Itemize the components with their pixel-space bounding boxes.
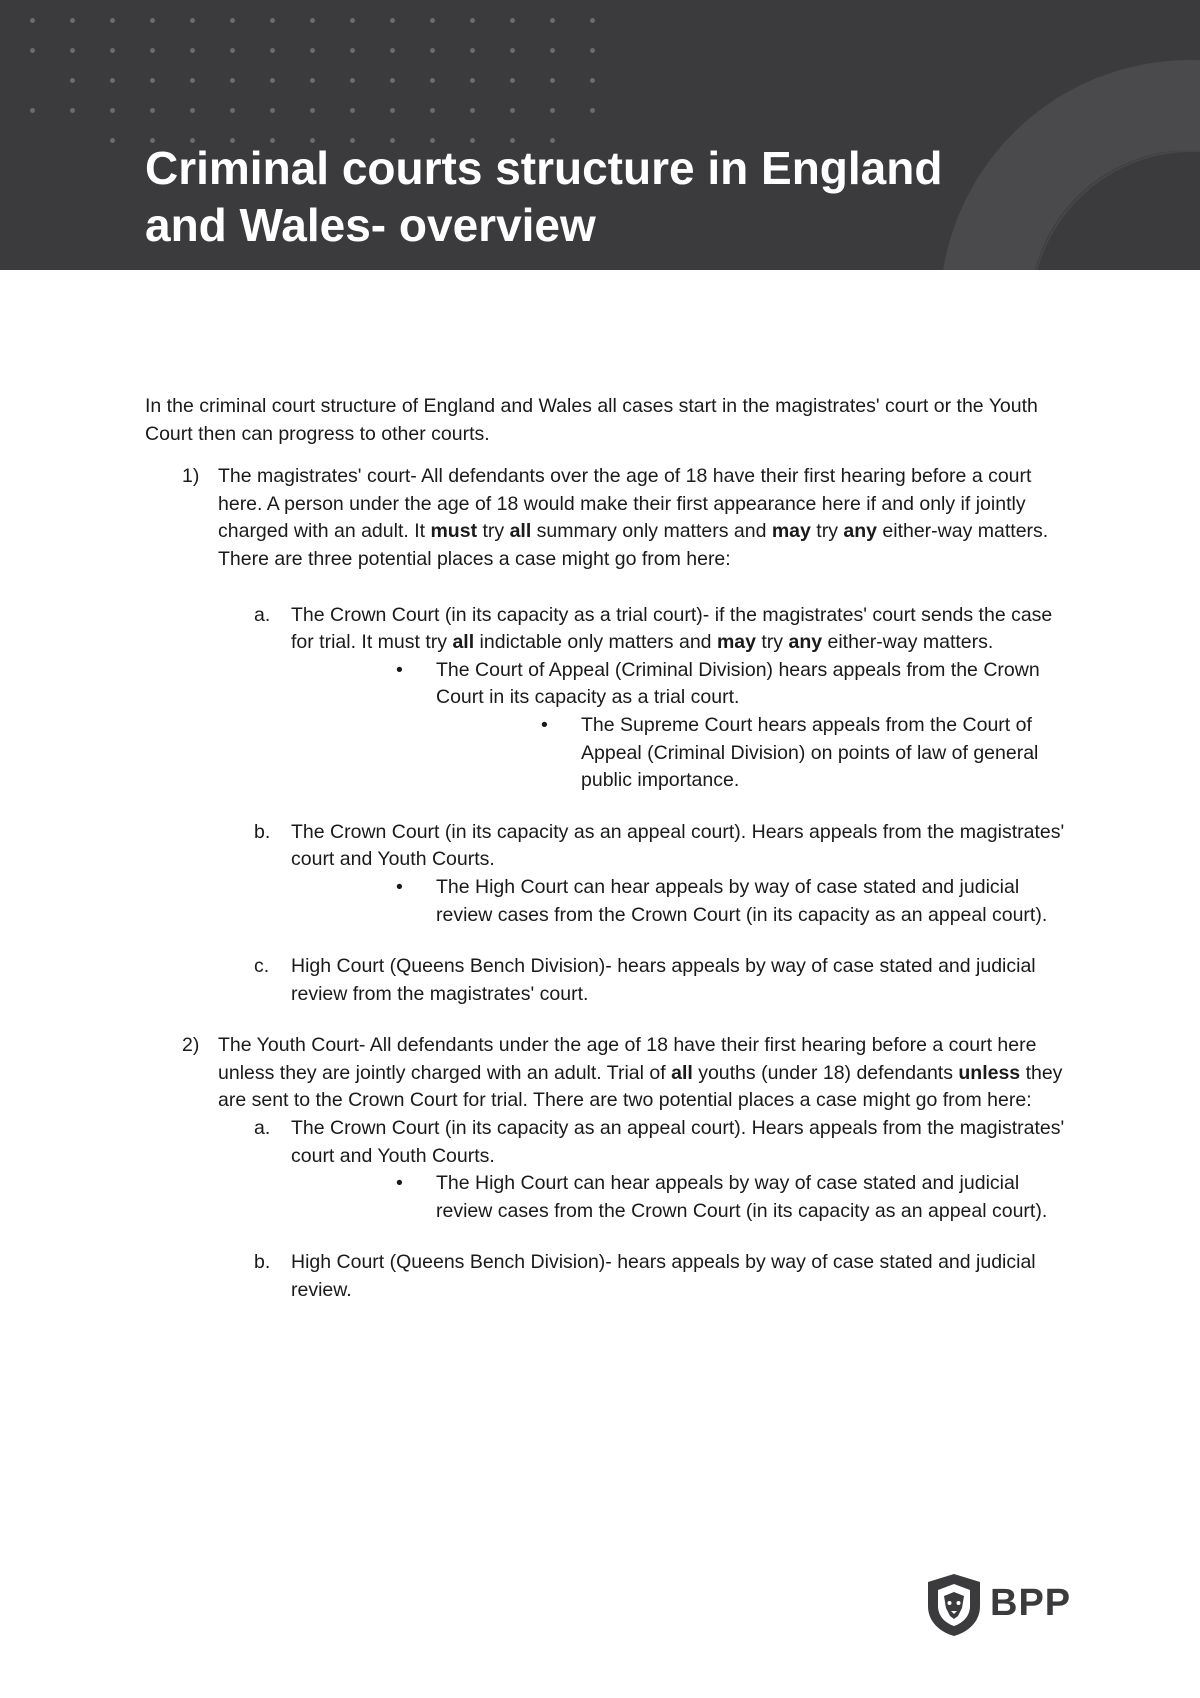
decorative-dot <box>110 78 115 83</box>
decorative-dot <box>350 108 355 113</box>
list-marker: b. <box>254 1251 271 1274</box>
bpp-logo <box>924 1570 1072 1640</box>
decorative-dot <box>70 108 75 113</box>
document-body <box>145 393 1065 1305</box>
decorative-dot <box>70 18 75 23</box>
decorative-dot <box>270 48 275 53</box>
decorative-dot <box>190 18 195 23</box>
decorative-dot <box>230 18 235 23</box>
decorative-dot <box>510 18 515 23</box>
decorative-dot <box>30 48 35 53</box>
list-item-youth-crown-court-appeal <box>145 1115 1065 1170</box>
decorative-dot <box>190 78 195 83</box>
lion-shield-icon <box>924 1572 984 1638</box>
decorative-dot <box>550 108 555 113</box>
list-item-crown-court-trial <box>145 602 1065 657</box>
bullet-text: The Supreme Court hears appeals from the Court of Appeal (Criminal Division) on points of law of general public importance. <box>581 713 1039 792</box>
decorative-dot <box>230 78 235 83</box>
decorative-dot <box>430 108 435 113</box>
youth-court-text <box>218 1032 1065 1115</box>
page-title <box>145 140 1045 254</box>
high-court-qbd-text: High Court (Queens Bench Division)- hears appeals by way of case stated and judicial review from the magistrates' court. <box>291 955 1036 1005</box>
bullet-court-of-appeal <box>145 657 1065 712</box>
list-marker: 1) <box>182 465 200 488</box>
youth-high-court-qbd-text: High Court (Queens Bench Division)- hears appeals by way of case stated and judicial review. <box>291 1251 1036 1302</box>
list-item-youth-court <box>145 1032 1065 1115</box>
bold-run: unless <box>958 1061 1021 1084</box>
decorative-dot <box>430 48 435 53</box>
decorative-dot <box>230 48 235 53</box>
text-run: try <box>755 631 789 654</box>
decorative-dot <box>510 108 515 113</box>
decorative-dot <box>270 108 275 113</box>
text-run: The Youth Court- All defendants under the age of 18 have their first hearing before a court here unless they are jointly charged with an adult. Trial of <box>218 1034 1037 1084</box>
decorative-dot <box>310 48 315 53</box>
logo-text: BPP <box>990 1582 1072 1624</box>
decorative-dot <box>350 18 355 23</box>
decorative-dot <box>230 108 235 113</box>
text-run: try <box>477 520 510 543</box>
list-marker: a. <box>254 1117 271 1140</box>
text-run: either-way matters. There are three potential places a case might go from here: <box>218 520 1049 570</box>
header-banner <box>0 0 1200 270</box>
decorative-dot <box>590 78 595 83</box>
text-run: they are sent to the Crown Court for trial. There are two potential places a case might go from here: <box>218 1061 1063 1112</box>
decorative-dot <box>550 18 555 23</box>
decorative-dot <box>510 78 515 83</box>
bold-run: all <box>509 520 532 543</box>
text-run: youths (under 18) defendants <box>692 1061 959 1084</box>
text-run: indictable only matters and <box>474 631 717 654</box>
decorative-dot <box>110 48 115 53</box>
bold-run: all <box>671 1061 693 1084</box>
decorative-dot <box>270 78 275 83</box>
youth-crown-court-appeal-text: The Crown Court (in its capacity as an appeal court). Hears appeals from the magistrates' court and Youth Courts. <box>291 1117 1065 1167</box>
title-line-2: and Wales- overview <box>145 199 596 251</box>
decorative-dot <box>470 18 475 23</box>
decorative-dot <box>310 18 315 23</box>
text-run: either-way matters. <box>822 631 994 654</box>
decorative-dot <box>470 48 475 53</box>
text-run: The magistrates' court- All defendants over the age of 18 have their first hearing before a court here. A person under the age of 18 would make their first appearance here if and only if jointly charged with an adult. It <box>218 465 1032 543</box>
list-item-magistrates-court <box>145 463 1065 573</box>
decorative-dot <box>390 48 395 53</box>
list-item-high-court-qbd <box>145 953 1065 1008</box>
list-marker: a. <box>254 603 271 626</box>
decorative-dot <box>350 48 355 53</box>
text-run: The Crown Court (in its capacity as a trial court)- if the magistrates' court sends the case for trial. It must try <box>291 603 1053 654</box>
list-marker: c. <box>254 955 270 978</box>
decorative-dot <box>30 108 35 113</box>
decorative-dot <box>70 78 75 83</box>
title-line-1: Criminal courts structure in England <box>145 142 943 194</box>
decorative-dot <box>590 48 595 53</box>
decorative-dot <box>590 108 595 113</box>
crown-court-appeal-text: The Crown Court (in its capacity as an appeal court). Hears appeals from the magistrates' court and Youth Courts. <box>291 820 1065 871</box>
decorative-dot <box>270 18 275 23</box>
bullet-icon: • <box>396 658 403 681</box>
bullet-text: The High Court can hear appeals by way of case stated and judicial review cases from the Crown Court (in its capacity as an appeal court). <box>436 1172 1048 1222</box>
bold-run: may <box>771 520 811 543</box>
decorative-dot <box>430 78 435 83</box>
decorative-dot <box>310 78 315 83</box>
bullet-icon: • <box>396 875 403 898</box>
bullet-high-court <box>145 874 1065 929</box>
list-item-youth-high-court-qbd <box>145 1249 1065 1304</box>
decorative-dot <box>150 108 155 113</box>
bullet-youth-high-court <box>145 1170 1065 1225</box>
bullet-text: The High Court can hear appeals by way of case stated and judicial review cases from the Crown Court (in its capacity as an appeal court). <box>436 875 1048 926</box>
decorative-dot <box>190 48 195 53</box>
bold-run: may <box>716 631 756 654</box>
crown-court-trial-text <box>291 602 1065 657</box>
decorative-dot <box>70 48 75 53</box>
decorative-dot <box>510 48 515 53</box>
intro-paragraph: In the criminal court structure of England and Wales all cases start in the magistrates' court or the Youth Court then can progress to other courts. <box>145 395 1038 445</box>
text-run: summary only matters and <box>531 520 772 543</box>
bullet-icon: • <box>541 713 548 736</box>
decorative-dot <box>30 18 35 23</box>
bold-run: any <box>788 631 823 654</box>
decorative-dot <box>150 48 155 53</box>
bullet-icon: • <box>396 1172 403 1195</box>
decorative-dot <box>150 18 155 23</box>
decorative-dot <box>390 18 395 23</box>
list-marker: 2) <box>182 1034 200 1057</box>
text-run: try <box>810 520 844 543</box>
decorative-dot <box>390 108 395 113</box>
decorative-dot <box>350 78 355 83</box>
decorative-dot <box>110 18 115 23</box>
magistrates-court-text <box>218 463 1065 573</box>
decorative-dot <box>590 18 595 23</box>
decorative-dot <box>110 108 115 113</box>
decorative-dot <box>550 78 555 83</box>
list-item-crown-court-appeal <box>145 819 1065 874</box>
decorative-dot <box>430 18 435 23</box>
bold-run: must <box>430 520 478 543</box>
bold-run: any <box>843 520 877 543</box>
decorative-dot <box>550 48 555 53</box>
bold-run: all <box>452 631 475 654</box>
decorative-dot <box>110 138 115 143</box>
bullet-text: The Court of Appeal (Criminal Division) hears appeals from the Crown Court in its capacity as a trial court. <box>436 658 1040 709</box>
decorative-dot <box>190 108 195 113</box>
decorative-dot <box>310 108 315 113</box>
decorative-dot <box>470 78 475 83</box>
decorative-dot <box>470 108 475 113</box>
list-marker: b. <box>254 820 271 843</box>
decorative-dot <box>390 78 395 83</box>
decorative-dot <box>150 78 155 83</box>
bullet-supreme-court <box>145 712 1065 795</box>
